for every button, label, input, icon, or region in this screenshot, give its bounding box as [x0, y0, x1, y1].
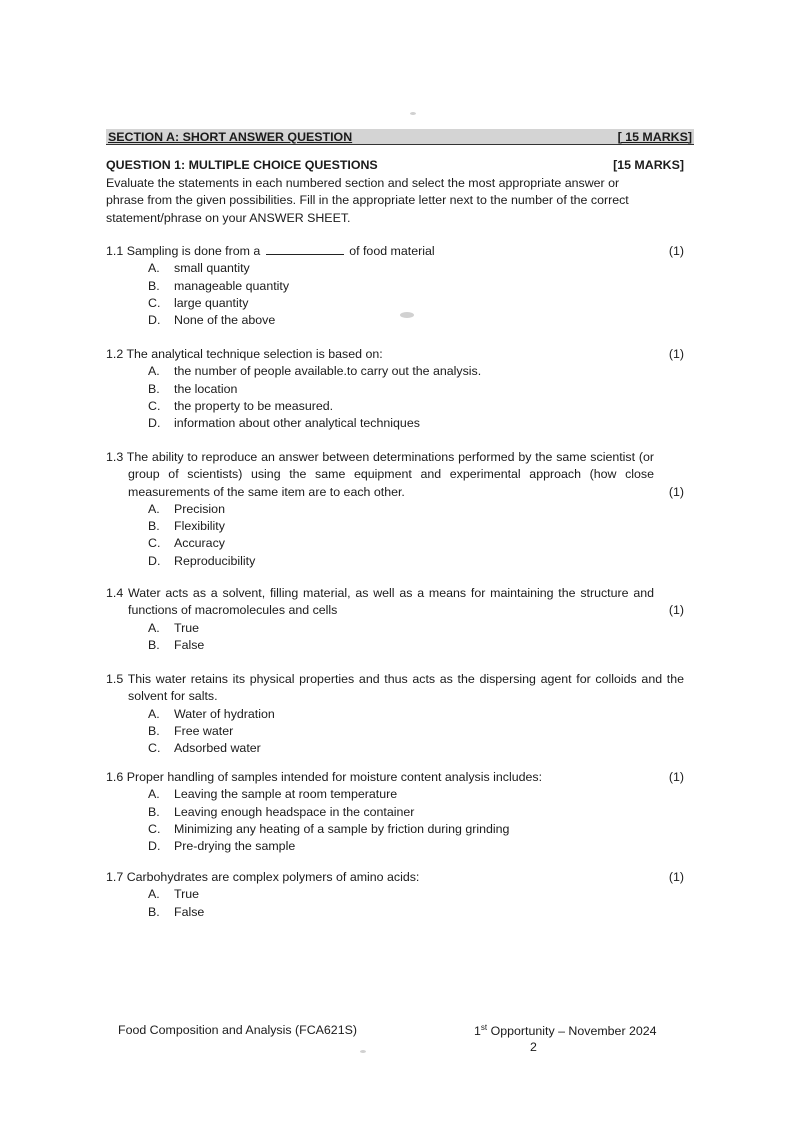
- option-text: Adsorbed water: [174, 741, 261, 756]
- option-text: the property to be measured.: [174, 398, 334, 413]
- option-letter: A.: [148, 501, 160, 516]
- question-stem: [106, 869, 654, 886]
- opportunity-suffix: st: [480, 1023, 488, 1032]
- question-stem: [106, 346, 654, 363]
- option-text: True: [174, 887, 200, 902]
- option-letter: A.: [148, 261, 160, 276]
- option-d: [148, 838, 684, 855]
- section-marks: [ 15 MARKS]: [617, 129, 692, 144]
- option-text: False: [174, 904, 205, 919]
- question-1-7: [106, 869, 684, 921]
- option-letter: B.: [148, 804, 160, 819]
- option-text: information about other analytical techniques: [174, 416, 420, 431]
- opportunity-number: 1: [474, 1024, 481, 1039]
- options-list: [106, 501, 684, 570]
- option-c: [148, 740, 684, 757]
- question-1-1: [106, 243, 684, 329]
- option-letter: A.: [148, 620, 160, 635]
- question-1-3: [106, 449, 684, 570]
- option-text: Water of hydration: [174, 706, 275, 721]
- stem-part: Sampling is done from a: [126, 244, 261, 258]
- option-text: True: [174, 620, 200, 635]
- question-marks: (1): [668, 603, 684, 618]
- footer-course: Food Composition and Analysis (FCA621S): [118, 1023, 357, 1037]
- option-c: [148, 295, 684, 312]
- fill-blank: [266, 243, 344, 255]
- option-text: Precision: [174, 501, 225, 516]
- option-text: Minimizing any heating of a sample by friction during grinding: [174, 821, 510, 836]
- option-b: [148, 518, 684, 535]
- question-marks: (1): [668, 347, 684, 361]
- options-list: [106, 786, 684, 855]
- option-a: [148, 706, 684, 723]
- question-1-2: [106, 346, 684, 432]
- option-letter: C.: [148, 295, 161, 310]
- footer-opportunity: [474, 1023, 657, 1038]
- options-list: [106, 706, 684, 758]
- options-list: [106, 260, 684, 329]
- option-text: small quantity: [174, 261, 250, 276]
- option-a: [148, 260, 684, 277]
- option-c: [148, 821, 684, 838]
- scan-artifact: [360, 1050, 366, 1053]
- question-1-4: [106, 585, 684, 654]
- option-a: [148, 501, 684, 518]
- option-text: None of the above: [174, 313, 276, 328]
- stem-part: Proper handling of samples intended for moisture content analysis includes:: [126, 770, 543, 784]
- option-a: [148, 620, 684, 637]
- question-1-6: [106, 769, 684, 855]
- question-number: 1.2: [106, 347, 124, 361]
- option-letter: A.: [148, 887, 160, 902]
- question-stem: [106, 769, 654, 786]
- option-text: the location: [174, 381, 238, 396]
- option-letter: D.: [148, 553, 161, 568]
- option-letter: D.: [148, 313, 161, 328]
- question-number: 1.1: [106, 244, 124, 258]
- option-a: [148, 786, 684, 803]
- option-letter: A.: [148, 706, 160, 721]
- option-letter: B.: [148, 723, 160, 738]
- option-a: [148, 363, 684, 380]
- opportunity-text: Opportunity – November 2024: [487, 1024, 657, 1039]
- option-letter: D.: [148, 416, 161, 431]
- option-letter: A.: [148, 364, 160, 379]
- question-number: 1.5: [106, 672, 124, 686]
- section-title: SECTION A: SHORT ANSWER QUESTION: [108, 129, 353, 144]
- option-b: [148, 278, 684, 295]
- scan-artifact: [410, 112, 416, 115]
- stem-part: of food material: [349, 244, 435, 258]
- question-marks: (1): [668, 244, 684, 258]
- option-text: False: [174, 637, 205, 652]
- option-text: Accuracy: [174, 536, 225, 551]
- question-title: QUESTION 1: MULTIPLE CHOICE QUESTIONS: [106, 158, 378, 172]
- option-letter: B.: [148, 278, 160, 293]
- option-b: [148, 804, 684, 821]
- option-b: [148, 904, 684, 921]
- stem-part: Water acts as a solvent, filling material, as well as a means for maintaining the structure and functions of macromolecules and cells: [128, 586, 654, 618]
- question-stem: [106, 449, 654, 501]
- stem-part: Carbohydrates are complex polymers of amino acids:: [126, 870, 420, 884]
- option-b: [148, 637, 684, 654]
- option-letter: D.: [148, 839, 161, 854]
- option-d: [148, 553, 684, 570]
- option-text: Leaving the sample at room temperature: [174, 787, 398, 802]
- option-b: [148, 381, 684, 398]
- instructions: Evaluate the statements in each numbered section and select the most appropriate answer or phrase from the given possibilities. Fill in the appropriate letter next to the number of the correct statement/phrase on your ANSWER SHEET.: [106, 176, 629, 225]
- section-header: [106, 129, 694, 145]
- option-letter: A.: [148, 787, 160, 802]
- option-text: Flexibility: [174, 519, 225, 534]
- option-text: Reproducibility: [174, 553, 256, 568]
- option-text: Leaving enough headspace in the container: [174, 804, 415, 819]
- option-text: the number of people available.to carry out the analysis.: [174, 364, 482, 379]
- option-d: [148, 415, 684, 432]
- option-c: [148, 535, 684, 552]
- options-list: [106, 620, 684, 655]
- option-text: manageable quantity: [174, 278, 290, 293]
- options-list: [106, 363, 684, 432]
- option-letter: B.: [148, 904, 160, 919]
- option-b: [148, 723, 684, 740]
- question-1-5: [106, 671, 684, 757]
- options-list: [106, 886, 684, 921]
- option-letter: B.: [148, 637, 160, 652]
- option-letter: B.: [148, 519, 160, 534]
- question-marks: [15 MARKS]: [613, 158, 684, 172]
- option-text: large quantity: [174, 295, 249, 310]
- question-marks: (1): [668, 870, 684, 884]
- stem-part: This water retains its physical properties and thus acts as the dispersing agent for colloids and the solvent for salts.: [127, 672, 685, 704]
- stem-part: The ability to reproduce an answer between determinations performed by the same scientist (or group of scientists) using the same equipment and experimental approach (how close measurements of the same item are to each other.: [126, 450, 654, 499]
- question-stem: [106, 585, 654, 620]
- option-text: Free water: [174, 723, 234, 738]
- option-a: [148, 886, 684, 903]
- question-number: 1.3: [106, 450, 124, 464]
- question-number: 1.4: [106, 586, 124, 600]
- option-letter: C.: [148, 741, 161, 756]
- question-marks: (1): [668, 484, 684, 499]
- option-c: [148, 398, 684, 415]
- page-number: 2: [530, 1040, 537, 1054]
- question-number: 1.7: [106, 870, 124, 884]
- question-header: [106, 158, 684, 172]
- option-text: Pre-drying the sample: [174, 839, 296, 854]
- question-stem: [106, 243, 654, 260]
- question-number: 1.6: [106, 770, 124, 784]
- stem-part: The analytical technique selection is based on:: [126, 347, 383, 361]
- question-stem: [106, 671, 684, 706]
- option-letter: C.: [148, 821, 161, 836]
- option-letter: C.: [148, 536, 161, 551]
- question-marks: (1): [668, 770, 684, 784]
- option-letter: C.: [148, 398, 161, 413]
- option-letter: B.: [148, 381, 160, 396]
- option-d: [148, 312, 684, 329]
